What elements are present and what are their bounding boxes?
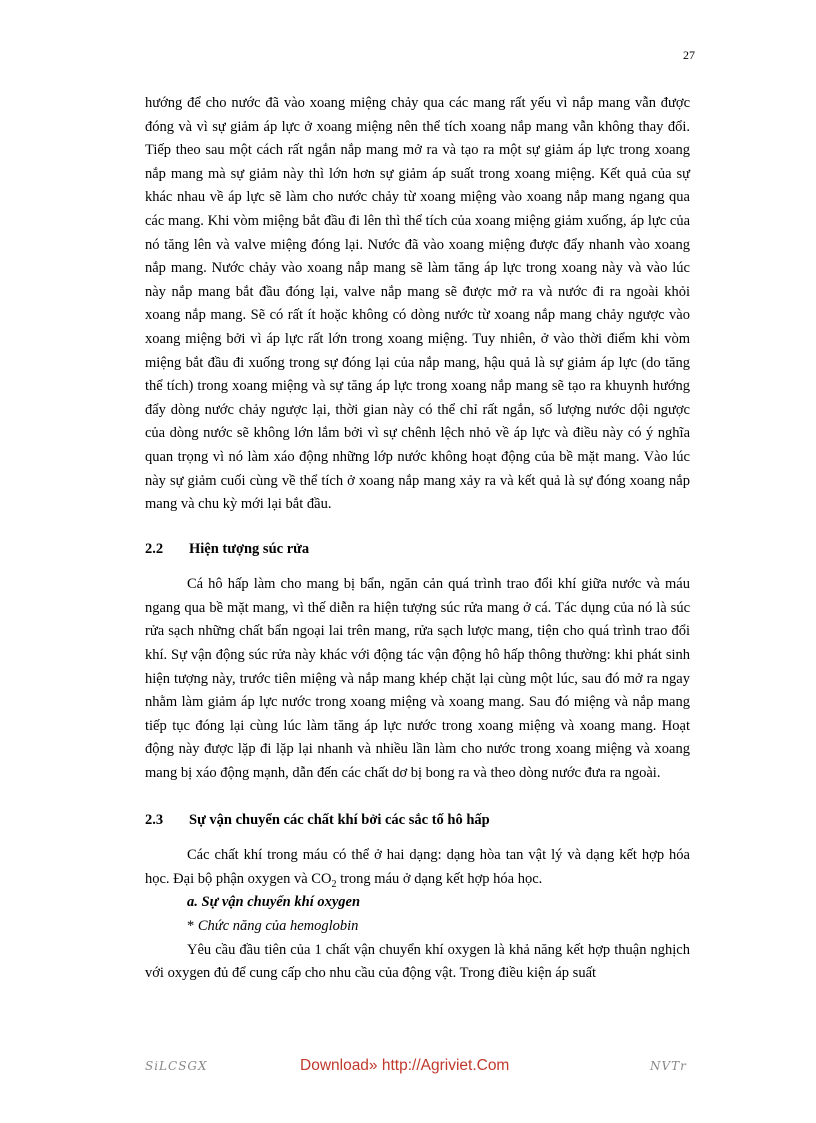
page-number: 27: [683, 48, 695, 62]
section-title: Sự vận chuyển các chất khí bởi các sắc tố hô hấp: [189, 811, 490, 828]
paragraph-continuation: hướng để cho nước đã vào xoang miệng chảy qua các mang rất yếu vì nắp mang vẫn được đóng và vì sự giảm áp lực ở xoang miệng nên thể tích xoang nắp mang vẫn không thay đổi. Tiếp theo sau một cách rất ngắn nắp mang mở ra và tạo ra một sự giảm áp lực trong xoang nắp mang mà sự giảm này thì lớn hơn sự giảm áp suất trong xoang miệng. Kết quả của sự khác nhau về áp lực sẽ làm cho nước chảy từ xoang miệng vào xoang nắp mang ngang qua các mang. Khi vòm miệng bắt đầu đi lên thì thể tích của xoang miệng giảm xuống, áp lực của nó tăng lên và valve miệng đóng lại. Nước đã vào xoang miệng được đẩy nhanh vào xoang nắp mang. Nước chảy vào xoang nắp mang sẽ làm tăng áp lực trong xoang này và vào lúc này nắp mang bắt đầu đóng lại, valve nắp mang sẽ được mở ra và nước đi ra ngoài khỏi xoang nắp mang. Sẽ có rất ít hoặc không có dòng nước từ xoang nắp mang chảy ngược vào xoang miệng bởi vì áp lực rất lớn trong xoang miệng. Tuy nhiên, ở vào thời điểm khi vòm miệng bắt đầu đi xuống trong sự đóng lại của nắp mang, hậu quả là sự giảm áp lực (do tăng thể tích) trong xoang miệng và sự tăng áp lực trong xoang nắp mang sẽ tạo ra khuynh hướng đẩy dòng nước chảy ngược lại, thời gian này có thể chỉ rất ngắn, số lượng nước dội ngược của dòng nước sẽ không lớn lắm bởi vì sự chênh lệch nhỏ về áp lực và điều này có ý nghĩa quan trọng vì nó làm xáo động những lớp nước không hoạt động của bề mặt mang. Vào lúc này sự giảm cuối cùng về thể tích ở xoang nắp mang xảy ra và kết quả là sự đóng xoang nắp mang và chu kỳ mới lại bắt đầu.: [145, 95, 690, 513]
section-number: 2.3: [145, 811, 164, 828]
subheading-oxygen-transport: a. Sự vận chuyển khí oxygen: [187, 894, 361, 911]
subheading-hemoglobin: [145, 915, 690, 939]
page-content: [145, 92, 690, 986]
text-run: trong máu ở dạng kết hợp hóa học.: [336, 870, 543, 887]
footer-left-mark: SiLCSGX: [145, 1059, 208, 1073]
subscript: 2: [331, 878, 337, 890]
paragraph-flushing: Cá hô hấp làm cho mang bị bẩn, ngăn cản quá trình trao đổi khí giữa nước và máu ngang qua bề mặt mang, vì thế diễn ra hiện tượng súc rửa mang ở cá. Tác dụng của nó là súc rửa sạch những chất bẩn ngoại lai trên mang, rửa sạch lược mang, tiện cho quá trình trao đổi khí. Sự vận động súc rửa này khác với động tác vận động hô hấp thông thường: khi phát sinh hiện tượng này, trước tiên miệng và nắp mang khép chặt lại cùng một lúc, sau đó mở ra ngay nhằm làm giảm áp lực nước trong xoang miệng và xoang mang. Sau đó miệng và nắp mang tiếp tục đóng lại cùng lúc làm tăng áp lực nước trong xoang miệng và xoang mang. Hoạt động này được lặp đi lặp lại nhanh và nhiều lần làm cho nước trong xoang miệng và xoang mang bị xáo động mạnh, dẫn đến các chất dơ bị bong ra và theo dòng nước đưa ra ngoài.: [145, 576, 690, 782]
subheading-text: Chức năng của hemoglobin: [197, 918, 359, 934]
page-footer: [0, 1057, 816, 1077]
footer-right-mark: NVTr: [650, 1059, 687, 1073]
bullet-star: *: [187, 918, 198, 934]
section-number: 2.2: [145, 540, 164, 557]
section-heading-2-2: [145, 538, 690, 562]
paragraph-gas-forms: [145, 844, 690, 891]
text-run: Các chất khí trong máu có thể ở hai dạng: dạng hòa tan vật lý và dạng kết hợp hóa học. Đại bộ phận oxygen và CO: [145, 847, 690, 887]
paragraph-oxygen-carrier: Yêu cầu đầu tiên của 1 chất vận chuyển khí oxygen là khả năng kết hợp thuận nghịch với oxygen đủ để cung cấp cho nhu cầu của động vật. Trong điều kiện áp suất: [145, 941, 690, 982]
footer-download-link[interactable]: Download» http://Agriviet.Com: [300, 1057, 510, 1074]
section-heading-2-3: [145, 809, 690, 833]
section-title: Hiện tượng súc rửa: [189, 540, 310, 557]
